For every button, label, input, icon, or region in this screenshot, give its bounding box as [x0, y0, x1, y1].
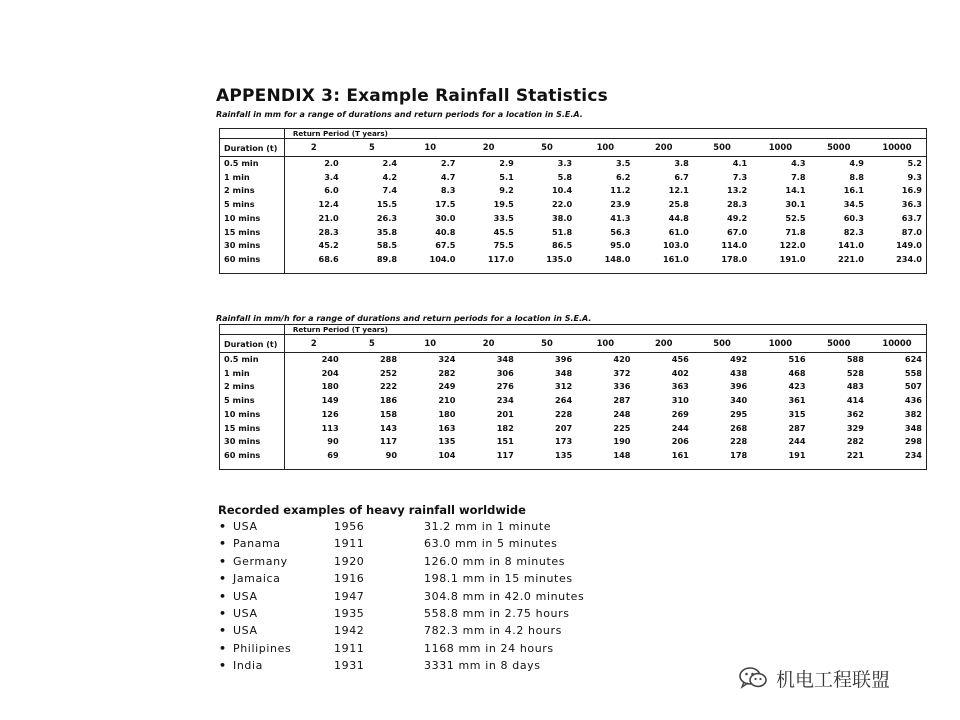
rainfall-mm-table	[219, 128, 927, 274]
duration-cell: 0.5 min	[220, 353, 285, 367]
value-cell: 173	[555, 436, 573, 447]
value-cell: 126	[321, 408, 339, 419]
column-header: 100	[576, 335, 634, 353]
record-year: 1920	[334, 554, 365, 568]
duration-cell: 2 mins	[220, 184, 285, 198]
value-cell: 282	[846, 436, 864, 447]
record-year: 1956	[334, 520, 365, 533]
value-cell: 4.1	[732, 158, 748, 168]
value-cell: 558	[868, 367, 927, 381]
value-cell: 11.2	[610, 185, 631, 196]
record-country: India	[233, 659, 263, 673]
value-cell: 135	[518, 449, 576, 469]
page-title: APPENDIX 3: Example Rainfall Statistics	[216, 86, 608, 106]
bullet: •	[219, 659, 227, 673]
value-cell: 6.0	[324, 185, 339, 196]
value-cell: 244	[671, 422, 689, 433]
value-cell: 113	[321, 422, 339, 433]
table-row	[220, 435, 927, 449]
value-cell: 7.3	[732, 171, 748, 182]
table-row	[220, 184, 927, 198]
record-country: USA	[233, 606, 258, 620]
value-cell: 456	[671, 354, 689, 364]
value-cell: 228	[730, 436, 748, 447]
value-cell: 6.7	[674, 171, 689, 182]
duration-cell: 30 mins	[220, 239, 285, 253]
record-row	[218, 589, 638, 606]
record-country: USA	[233, 589, 258, 603]
header-corner	[220, 325, 285, 335]
value-cell: 362	[846, 408, 864, 419]
record-year: 1931	[334, 659, 365, 673]
column-header: 20	[459, 139, 517, 157]
records-list	[218, 519, 638, 676]
table-row	[220, 253, 927, 273]
value-cell: 287	[788, 422, 806, 433]
value-cell: 61.0	[668, 226, 689, 237]
value-cell: 71.8	[785, 226, 806, 237]
value-cell: 9.3	[868, 171, 927, 185]
value-cell: 295	[730, 408, 748, 419]
value-cell: 324	[438, 354, 456, 364]
value-cell: 45.2	[318, 240, 339, 251]
bullet: •	[219, 589, 227, 603]
value-cell: 249	[438, 381, 456, 392]
column-header-row	[220, 335, 927, 353]
value-cell: 7.4	[382, 185, 398, 196]
value-cell: 114.0	[721, 240, 748, 251]
value-cell: 3.5	[615, 158, 631, 168]
value-cell: 3.8	[674, 158, 689, 168]
value-cell: 10.4	[551, 185, 573, 196]
value-cell: 516	[788, 354, 806, 364]
duration-cell: 5 mins	[220, 198, 285, 212]
value-cell: 483	[846, 381, 864, 392]
value-cell: 588	[846, 354, 864, 364]
value-cell: 180	[321, 381, 339, 392]
column-header: 10	[401, 139, 459, 157]
record-amount: 31.2 mm in 1 minute	[424, 520, 552, 533]
value-cell: 7.8	[791, 171, 806, 182]
bullet: •	[219, 554, 227, 568]
record-row	[218, 641, 638, 658]
duration-header: Duration (t)	[220, 335, 285, 353]
duration-cell: 1 min	[220, 367, 285, 381]
value-cell: 234	[496, 395, 514, 406]
value-cell: 95.0	[610, 240, 631, 251]
record-year: 1942	[334, 624, 365, 638]
value-cell: 372	[613, 367, 631, 378]
value-cell: 348	[868, 422, 927, 436]
value-cell: 5.8	[557, 171, 573, 182]
record-row	[218, 519, 638, 536]
record-amount: 3331 mm in 8 days	[424, 659, 541, 673]
value-cell: 12.1	[668, 185, 689, 196]
table-1-caption: Rainfall in mm for a range of durations and return periods for a location in S.E.A.	[216, 110, 583, 119]
value-cell: 340	[730, 395, 748, 406]
value-cell: 69	[284, 449, 342, 469]
value-cell: 5.1	[499, 171, 514, 182]
value-cell: 143	[379, 422, 398, 433]
value-cell: 528	[846, 367, 864, 378]
value-cell: 222	[379, 381, 398, 392]
value-cell: 348	[496, 354, 514, 364]
duration-cell: 2 mins	[220, 380, 285, 394]
record-amount: 782.3 mm in 4.2 hours	[424, 624, 562, 638]
value-cell: 45.5	[493, 226, 514, 237]
record-amount: 198.1 mm in 15 minutes	[424, 572, 573, 586]
column-header: 1000	[751, 335, 809, 353]
value-cell: 4.9	[849, 158, 864, 168]
column-header: 20	[459, 335, 517, 353]
record-year: 1935	[334, 606, 365, 620]
records-title: Recorded examples of heavy rainfall worldwide	[218, 503, 526, 517]
value-cell: 269	[671, 408, 689, 419]
rainfall-mmh-table	[219, 324, 927, 470]
duration-cell: 30 mins	[220, 435, 285, 449]
value-cell: 4.7	[440, 171, 456, 182]
value-cell: 148.0	[576, 253, 634, 273]
table-row	[220, 226, 927, 240]
value-cell: 41.3	[610, 212, 631, 223]
return-period-row	[220, 325, 927, 335]
value-cell: 402	[671, 367, 689, 378]
value-cell: 2.4	[382, 158, 398, 168]
value-cell: 8.8	[849, 171, 864, 182]
duration-cell: 5 mins	[220, 394, 285, 408]
value-cell: 23.9	[610, 199, 631, 210]
return-period-row	[220, 129, 927, 139]
bullet: •	[219, 572, 227, 586]
value-cell: 329	[846, 422, 864, 433]
record-row	[218, 606, 638, 623]
value-cell: 28.3	[318, 226, 339, 237]
value-cell: 315	[788, 408, 806, 419]
value-cell: 276	[496, 381, 514, 392]
record-amount: 304.8 mm in 42.0 minutes	[424, 589, 585, 603]
value-cell: 104.0	[401, 253, 459, 273]
value-cell: 67.0	[727, 226, 748, 237]
column-header: 5000	[810, 139, 868, 157]
return-period-header: Return Period (T years)	[284, 325, 926, 335]
duration-cell: 10 mins	[220, 212, 285, 226]
value-cell: 51.8	[551, 226, 573, 237]
record-amount: 1168 mm in 24 hours	[424, 641, 554, 655]
value-cell: 33.5	[493, 212, 514, 223]
value-cell: 87.0	[868, 226, 927, 240]
value-cell: 252	[379, 367, 398, 378]
value-cell: 2.0	[324, 158, 339, 168]
value-cell: 298	[868, 435, 927, 449]
column-header: 5	[343, 335, 401, 353]
record-amount: 126.0 mm in 8 minutes	[424, 554, 566, 568]
value-cell: 204	[321, 367, 339, 378]
value-cell: 180	[438, 408, 456, 419]
value-cell: 624	[868, 353, 927, 367]
column-header: 100	[576, 139, 634, 157]
value-cell: 234.0	[868, 253, 927, 273]
table-row	[220, 367, 927, 381]
duration-cell: 0.5 min	[220, 157, 285, 171]
value-cell: 149.0	[868, 239, 927, 253]
value-cell: 19.5	[493, 199, 514, 210]
value-cell: 28.3	[727, 199, 748, 210]
value-cell: 16.1	[843, 185, 864, 196]
value-cell: 68.6	[284, 253, 342, 273]
value-cell: 49.2	[727, 212, 748, 223]
duration-cell: 1 min	[220, 171, 285, 185]
table-row	[220, 353, 927, 367]
column-header: 10	[401, 335, 459, 353]
value-cell: 268	[730, 422, 748, 433]
value-cell: 306	[496, 367, 514, 378]
column-header: 500	[693, 139, 751, 157]
value-cell: 468	[788, 367, 806, 378]
value-cell: 21.0	[318, 212, 339, 223]
value-cell: 151	[496, 436, 514, 447]
value-cell: 221.0	[810, 253, 868, 273]
watermark	[738, 664, 938, 692]
bullet: •	[219, 606, 227, 620]
value-cell: 225	[613, 422, 631, 433]
value-cell: 163	[438, 422, 456, 433]
value-cell: 158	[379, 408, 398, 419]
value-cell: 3.3	[557, 158, 573, 168]
value-cell: 2.7	[440, 158, 456, 168]
value-cell: 135.0	[518, 253, 576, 273]
value-cell: 248	[613, 408, 631, 419]
value-cell: 36.3	[868, 198, 927, 212]
record-row	[218, 536, 638, 553]
record-year: 1916	[334, 572, 365, 586]
value-cell: 9.2	[499, 185, 514, 196]
record-row	[218, 623, 638, 640]
value-cell: 178.0	[693, 253, 751, 273]
record-amount: 63.0 mm in 5 minutes	[424, 537, 558, 551]
record-country: Germany	[233, 554, 288, 568]
value-cell: 336	[613, 381, 631, 392]
header-corner	[220, 129, 285, 139]
column-header: 5000	[810, 335, 868, 353]
column-header: 2	[284, 139, 342, 157]
value-cell: 117	[459, 449, 517, 469]
table-row	[220, 198, 927, 212]
value-cell: 75.5	[493, 240, 514, 251]
value-cell: 63.7	[868, 212, 927, 226]
value-cell: 26.3	[376, 212, 398, 223]
value-cell: 190	[613, 436, 631, 447]
bullet: •	[219, 537, 227, 551]
table-row	[220, 449, 927, 469]
value-cell: 438	[730, 367, 748, 378]
column-header: 1000	[751, 139, 809, 157]
value-cell: 25.8	[668, 199, 689, 210]
value-cell: 2.9	[499, 158, 514, 168]
value-cell: 12.4	[318, 199, 339, 210]
value-cell: 82.3	[843, 226, 864, 237]
value-cell: 312	[555, 381, 573, 392]
column-header: 200	[635, 335, 693, 353]
value-cell: 363	[671, 381, 689, 392]
value-cell: 35.8	[376, 226, 398, 237]
value-cell: 56.3	[610, 226, 631, 237]
value-cell: 14.1	[785, 185, 806, 196]
value-cell: 420	[613, 354, 631, 364]
value-cell: 44.8	[668, 212, 689, 223]
record-amount: 558.8 mm in 2.75 hours	[424, 606, 570, 620]
value-cell: 396	[730, 381, 748, 392]
value-cell: 361	[788, 395, 806, 406]
value-cell: 13.2	[727, 185, 748, 196]
value-cell: 507	[868, 380, 927, 394]
record-year: 1947	[334, 589, 365, 603]
value-cell: 34.5	[843, 199, 864, 210]
value-cell: 141.0	[838, 240, 864, 251]
value-cell: 122.0	[779, 240, 806, 251]
column-header-row	[220, 139, 927, 157]
value-cell: 86.5	[551, 240, 573, 251]
table-row	[220, 408, 927, 422]
value-cell: 178	[693, 449, 751, 469]
table-row	[220, 239, 927, 253]
value-cell: 8.3	[440, 185, 456, 196]
value-cell: 228	[555, 408, 573, 419]
record-row	[218, 571, 638, 588]
duration-header: Duration (t)	[220, 139, 285, 157]
value-cell: 58.5	[376, 240, 398, 251]
value-cell: 4.3	[791, 158, 806, 168]
value-cell: 161	[635, 449, 693, 469]
value-cell: 221	[810, 449, 868, 469]
value-cell: 348	[555, 367, 573, 378]
value-cell: 191	[751, 449, 809, 469]
wechat-icon	[738, 665, 768, 691]
value-cell: 6.2	[615, 171, 631, 182]
value-cell: 161.0	[635, 253, 693, 273]
value-cell: 90	[343, 449, 401, 469]
value-cell: 287	[613, 395, 631, 406]
value-cell: 117	[379, 436, 398, 447]
value-cell: 288	[379, 354, 398, 364]
record-country: USA	[233, 624, 258, 638]
table-row	[220, 157, 927, 171]
value-cell: 4.2	[382, 171, 398, 182]
value-cell: 396	[555, 354, 573, 364]
value-cell: 244	[788, 436, 806, 447]
value-cell: 52.5	[785, 212, 806, 223]
value-cell: 240	[321, 354, 339, 364]
value-cell: 15.5	[376, 199, 398, 210]
value-cell: 5.2	[868, 157, 927, 171]
value-cell: 16.9	[868, 184, 927, 198]
column-header: 2	[284, 335, 342, 353]
column-header: 10000	[868, 335, 927, 353]
duration-cell: 60 mins	[220, 449, 285, 469]
value-cell: 148	[576, 449, 634, 469]
value-cell: 135	[438, 436, 456, 447]
table-row	[220, 171, 927, 185]
column-header: 200	[635, 139, 693, 157]
bullet: •	[219, 624, 227, 638]
value-cell: 414	[846, 395, 864, 406]
value-cell: 191.0	[751, 253, 809, 273]
column-header: 50	[518, 335, 576, 353]
value-cell: 210	[438, 395, 456, 406]
table-row	[220, 380, 927, 394]
bullet: •	[219, 520, 227, 533]
value-cell: 207	[555, 422, 573, 433]
value-cell: 104	[401, 449, 459, 469]
value-cell: 492	[730, 354, 748, 364]
value-cell: 282	[438, 367, 456, 378]
bullet: •	[219, 641, 227, 655]
value-cell: 40.8	[435, 226, 456, 237]
record-country: Jamaica	[233, 572, 281, 586]
record-country: Panama	[233, 537, 281, 551]
table-row	[220, 394, 927, 408]
value-cell: 17.5	[435, 199, 456, 210]
value-cell: 38.0	[551, 212, 573, 223]
value-cell: 182	[496, 422, 514, 433]
value-cell: 423	[788, 381, 806, 392]
value-cell: 60.3	[843, 212, 864, 223]
value-cell: 186	[379, 395, 398, 406]
value-cell: 436	[868, 394, 927, 408]
column-header: 5	[343, 139, 401, 157]
record-row	[218, 658, 638, 675]
duration-cell: 10 mins	[220, 408, 285, 422]
record-country: Philipines	[233, 641, 292, 655]
value-cell: 117.0	[459, 253, 517, 273]
value-cell: 90	[327, 436, 339, 447]
record-year: 1911	[334, 641, 365, 655]
value-cell: 30.1	[785, 199, 806, 210]
value-cell: 149	[321, 395, 339, 406]
value-cell: 264	[555, 395, 573, 406]
value-cell: 89.8	[343, 253, 401, 273]
record-year: 1911	[334, 537, 365, 551]
table-row	[220, 212, 927, 226]
value-cell: 30.0	[435, 212, 456, 223]
record-country: USA	[233, 520, 258, 533]
duration-cell: 15 mins	[220, 226, 285, 240]
return-period-header: Return Period (T years)	[284, 129, 926, 139]
value-cell: 234	[868, 449, 927, 469]
record-row	[218, 554, 638, 571]
table-row	[220, 422, 927, 436]
value-cell: 310	[671, 395, 689, 406]
duration-cell: 15 mins	[220, 422, 285, 436]
column-header: 50	[518, 139, 576, 157]
value-cell: 67.5	[435, 240, 456, 251]
value-cell: 3.4	[324, 171, 339, 182]
duration-cell: 60 mins	[220, 253, 285, 273]
table-2-caption: Rainfall in mm/h for a range of durations and return periods for a location in S.E.A.	[216, 314, 592, 323]
value-cell: 103.0	[662, 240, 689, 251]
column-header: 500	[693, 335, 751, 353]
value-cell: 201	[496, 408, 514, 419]
watermark-text: 机电工程联盟	[776, 668, 891, 691]
value-cell: 22.0	[551, 199, 573, 210]
column-header: 10000	[868, 139, 927, 157]
value-cell: 206	[671, 436, 689, 447]
value-cell: 382	[868, 408, 927, 422]
